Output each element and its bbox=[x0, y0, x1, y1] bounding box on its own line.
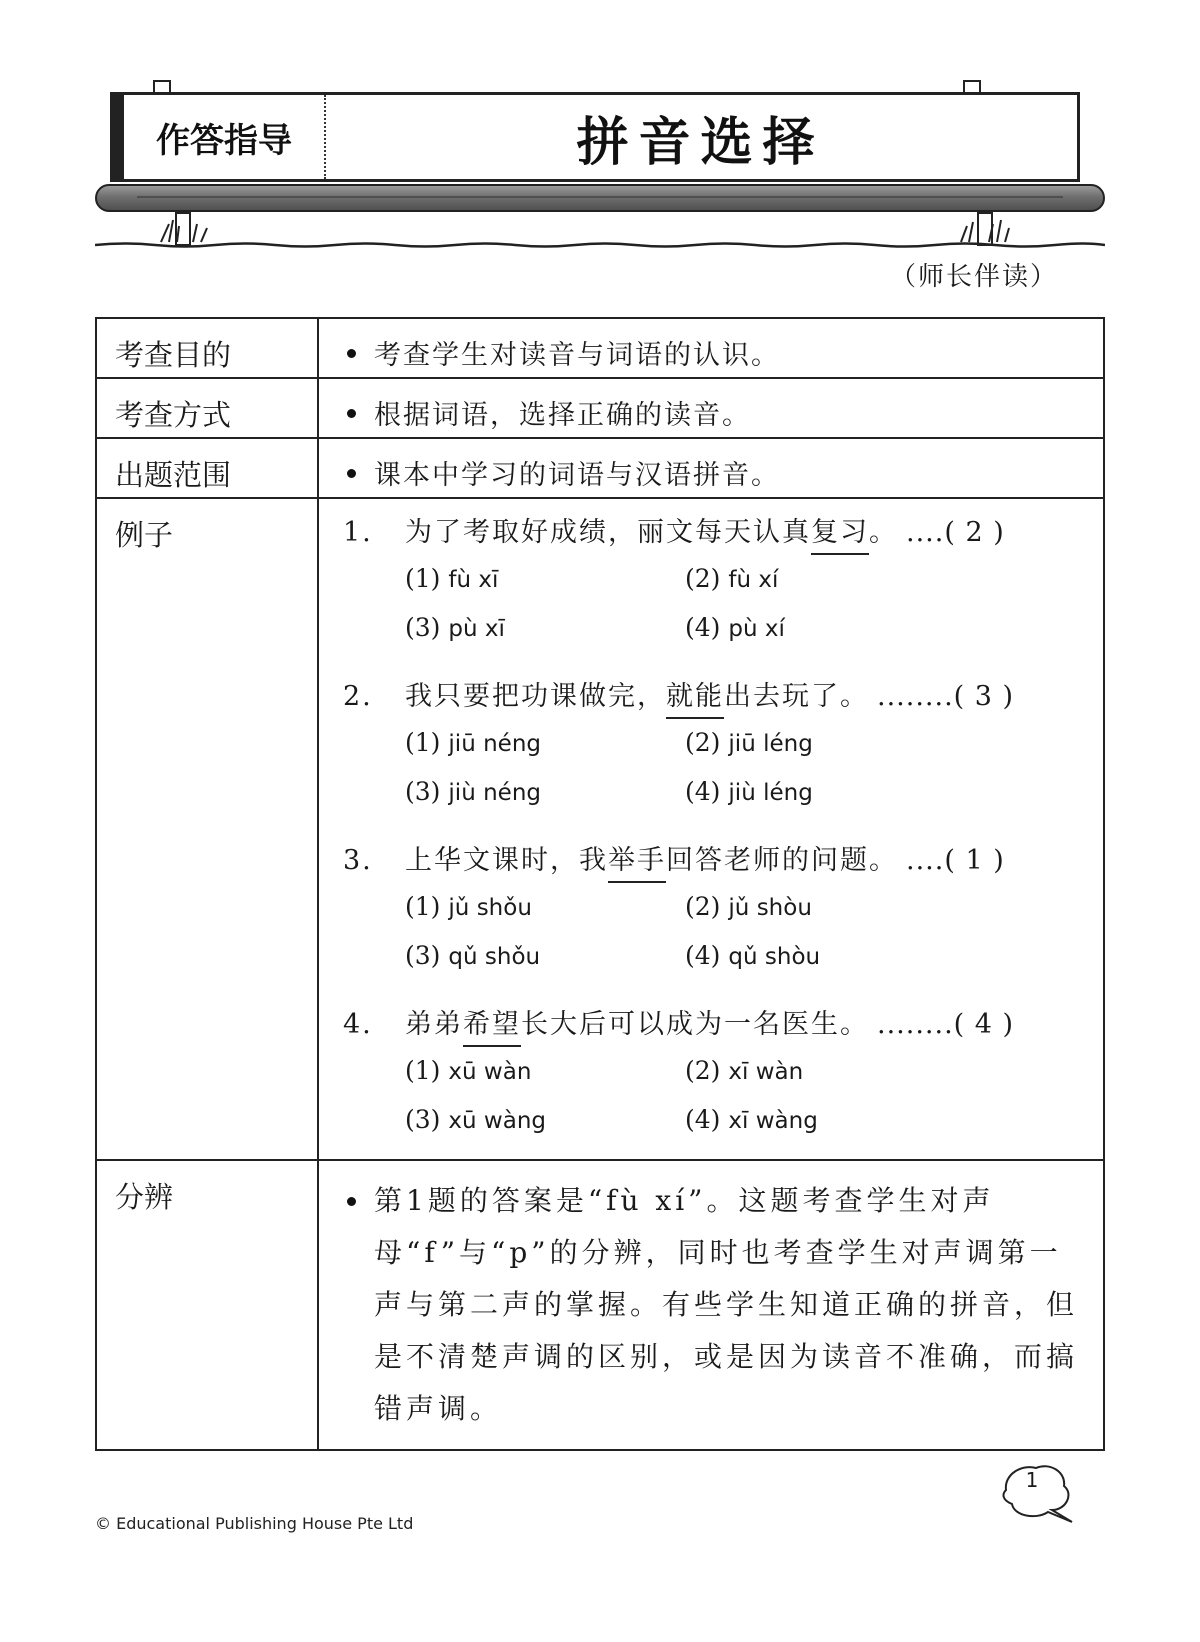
option-grid bbox=[405, 1051, 1083, 1141]
option-item: (3) xū wàng bbox=[405, 1105, 547, 1134]
option-item: (3) jiù néng bbox=[405, 777, 541, 806]
question-item bbox=[343, 841, 1083, 977]
option-item: (2) xī wàn bbox=[685, 1056, 804, 1085]
row-value-examples bbox=[318, 498, 1104, 1160]
row-value-scope bbox=[318, 438, 1104, 498]
option-item: (1) jiū néng bbox=[405, 728, 541, 757]
question-text-before: 上华文课时，我 bbox=[405, 845, 608, 876]
reader-note: （师长伴读） bbox=[889, 262, 1058, 292]
option-item: (3) qǔ shǒu bbox=[405, 941, 541, 970]
table-row-method bbox=[96, 378, 1104, 438]
row-value-purpose bbox=[318, 318, 1104, 378]
option-item: (4) qǔ shòu bbox=[685, 941, 821, 970]
copyright-text: © Educational Publishing House Pte Ltd bbox=[95, 1514, 414, 1533]
scope-text: 课本中学习的词语与汉语拼音。 bbox=[374, 460, 780, 491]
discern-text: 第1题的答案是“fù xí”。这题考查学生对声母“f”与“p”的分辨，同时也考查学生对声调第一声与第二声的掌握。有些学生知道正确的拼音，但是不清楚声调的区别，或是因为读音不准确，而搞错声调。 bbox=[374, 1184, 1079, 1425]
ground-line bbox=[95, 242, 1105, 248]
row-key-purpose: 考查目的 bbox=[96, 318, 318, 378]
row-key-examples: 例子 bbox=[96, 498, 318, 1160]
question-number: 1. bbox=[343, 517, 373, 548]
page-title: 拼音选择 bbox=[576, 112, 825, 173]
question-text-before: 为了考取好成绩，丽文每天认真 bbox=[405, 517, 811, 548]
grass-right-icon bbox=[957, 218, 1013, 244]
question-item bbox=[343, 513, 1083, 649]
wooden-log bbox=[95, 184, 1105, 212]
question-underlined-word: 就能 bbox=[666, 677, 724, 719]
row-value-discern bbox=[318, 1160, 1104, 1450]
sign-board bbox=[110, 92, 1080, 182]
option-grid bbox=[405, 559, 1083, 649]
question-number: 4. bbox=[343, 1009, 373, 1040]
question-text-after: 。 bbox=[869, 517, 898, 548]
page-number: 1 bbox=[1025, 1468, 1039, 1492]
question-text-after: 出去玩了。 bbox=[724, 681, 869, 712]
option-item: (2) jiū léng bbox=[685, 728, 813, 757]
question-answer: ........( 4 ) bbox=[877, 1009, 1015, 1040]
option-item: (3) pù xī bbox=[405, 613, 505, 642]
row-value-method bbox=[318, 378, 1104, 438]
option-grid bbox=[405, 887, 1083, 977]
question-text-after: 长大后可以成为一名医生。 bbox=[521, 1009, 869, 1040]
question-number: 2. bbox=[343, 681, 373, 712]
question-number: 3. bbox=[343, 845, 373, 876]
option-item: (4) xī wàng bbox=[685, 1105, 818, 1134]
question-item bbox=[343, 677, 1083, 813]
guide-label: 作答指导 bbox=[124, 95, 326, 179]
question-item bbox=[343, 1005, 1083, 1141]
question-underlined-word: 希望 bbox=[463, 1005, 521, 1047]
question-text-before: 我只要把功课做完， bbox=[405, 681, 666, 712]
option-item: (1) xū wàn bbox=[405, 1056, 532, 1085]
guide-table bbox=[95, 317, 1105, 1451]
option-item: (4) pù xí bbox=[685, 613, 785, 642]
question-answer: ....( 2 ) bbox=[906, 517, 1005, 548]
question-text-before: 弟弟 bbox=[405, 1009, 463, 1040]
option-item: (1) fù xī bbox=[405, 564, 499, 593]
option-grid bbox=[405, 723, 1083, 813]
bullet-icon bbox=[347, 469, 356, 478]
question-underlined-word: 复习 bbox=[811, 513, 869, 555]
option-item: (2) fù xí bbox=[685, 564, 779, 593]
row-key-method: 考查方式 bbox=[96, 378, 318, 438]
header-sign bbox=[95, 80, 1105, 260]
option-item: (1) jǔ shǒu bbox=[405, 892, 532, 921]
row-key-scope: 出题范围 bbox=[96, 438, 318, 498]
table-row-examples bbox=[96, 498, 1104, 1160]
question-answer: ....( 1 ) bbox=[906, 845, 1005, 876]
option-item: (4) jiù léng bbox=[685, 777, 813, 806]
question-answer: ........( 3 ) bbox=[877, 681, 1015, 712]
row-key-discern: 分辨 bbox=[96, 1160, 318, 1450]
bullet-icon bbox=[347, 409, 356, 418]
bullet-icon bbox=[347, 349, 356, 358]
table-row-discern bbox=[96, 1160, 1104, 1450]
question-underlined-word: 举手 bbox=[608, 841, 666, 883]
examples-list bbox=[343, 513, 1083, 1141]
option-item: (2) jǔ shòu bbox=[685, 892, 812, 921]
table-row-purpose bbox=[96, 318, 1104, 378]
bullet-icon bbox=[347, 1197, 356, 1206]
method-text: 根据词语，选择正确的读音。 bbox=[374, 400, 751, 431]
question-text-after: 回答老师的问题。 bbox=[666, 845, 898, 876]
table-row-scope bbox=[96, 438, 1104, 498]
grass-left-icon bbox=[157, 218, 213, 244]
purpose-text: 考查学生对读音与词语的认识。 bbox=[374, 340, 780, 371]
